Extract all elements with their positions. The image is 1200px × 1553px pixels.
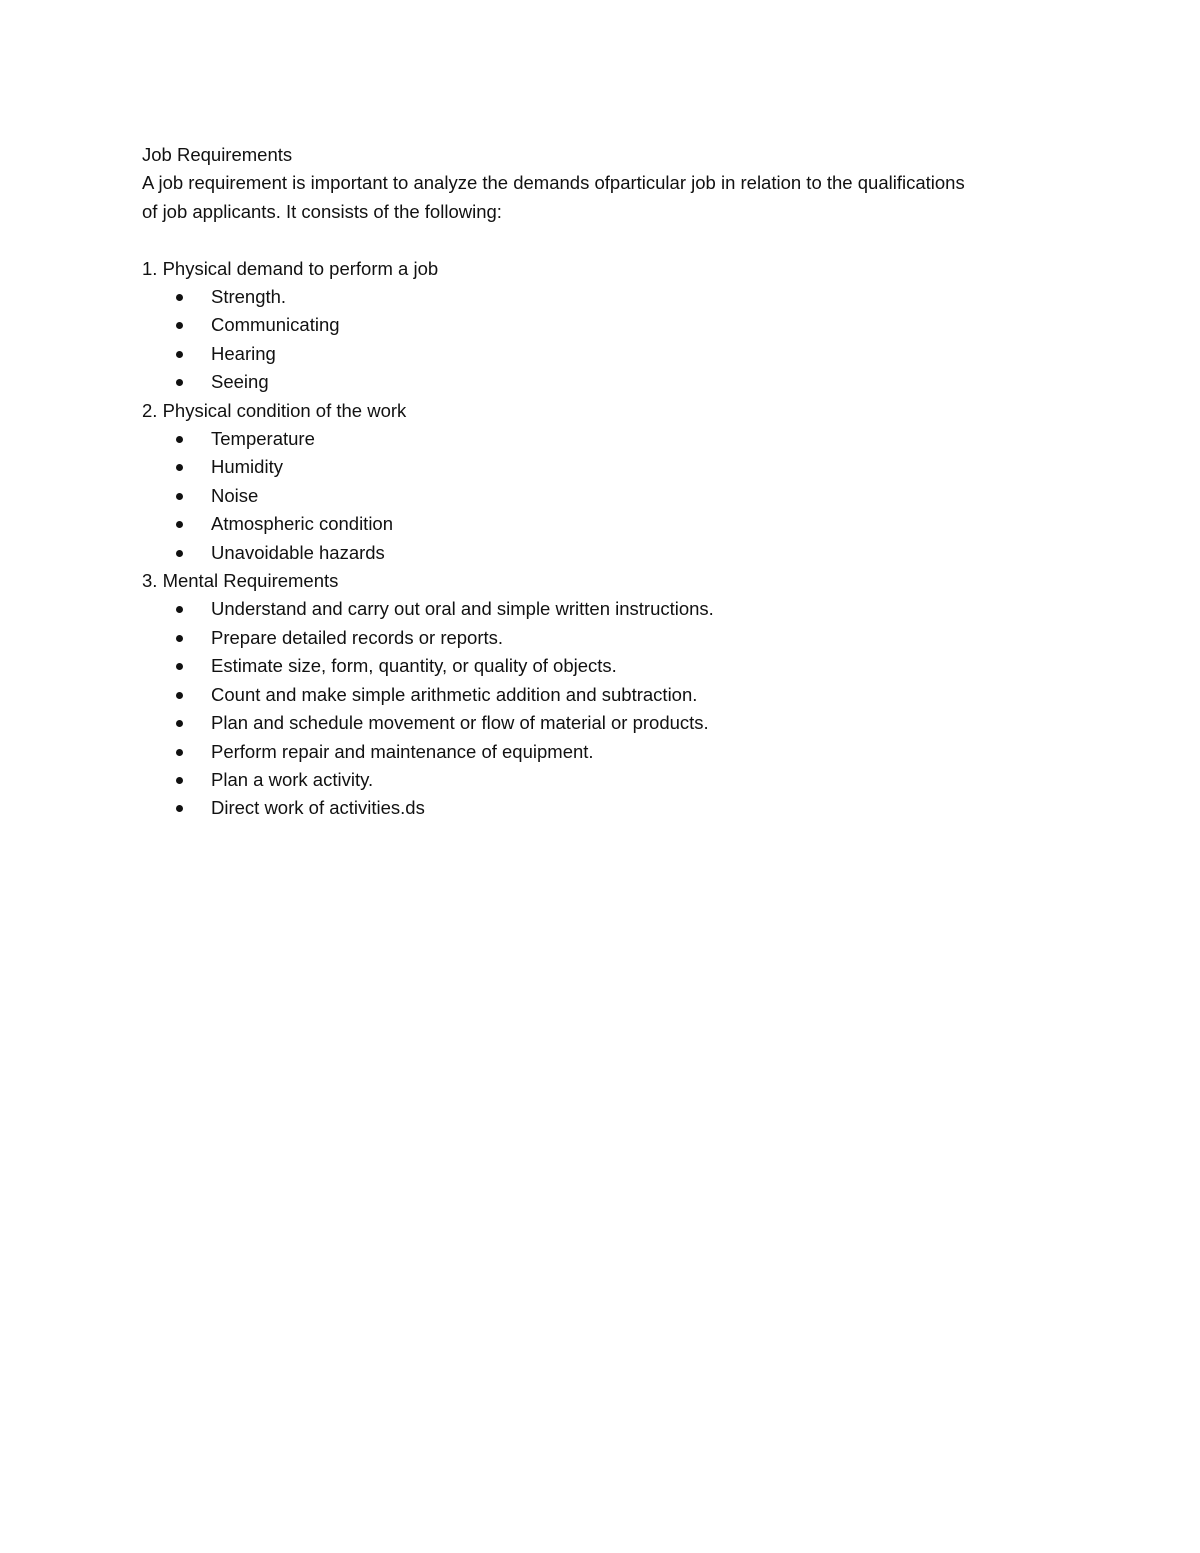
list-item (142, 539, 1062, 567)
section-heading-physical-demand: 1. Physical demand to perform a job (142, 257, 439, 279)
bullet-icon (176, 692, 183, 699)
bullet-icon (176, 550, 183, 557)
list-item (142, 283, 1062, 311)
bullet-icon (176, 379, 183, 386)
list-item-text: Direct work of activities.ds (211, 797, 425, 819)
bullet-icon (176, 351, 183, 358)
list-item (142, 510, 1062, 538)
list-item-text: Humidity (211, 456, 283, 478)
list-item-text: Atmospheric condition (211, 513, 394, 535)
blank-line (142, 226, 1062, 254)
list-item (142, 794, 1062, 822)
bullet-icon (176, 606, 183, 613)
list-item-text: Communicating (211, 314, 340, 336)
bullet-list-physical-demand (142, 283, 1062, 397)
list-item (142, 595, 1062, 623)
list-item (142, 738, 1062, 766)
list-item-text: Perform repair and maintenance of equipment. (211, 740, 594, 762)
bullet-icon (176, 493, 183, 500)
list-item-text: Prepare detailed records or reports. (211, 626, 504, 648)
list-item-text: Hearing (211, 342, 276, 364)
list-item-text: Plan a work activity. (211, 768, 374, 790)
list-item (142, 652, 1062, 680)
list-item-text: Noise (211, 484, 259, 506)
bullet-icon (176, 464, 183, 471)
section-heading-physical-condition: 2. Physical condition of the work (142, 399, 407, 421)
bullet-icon (176, 322, 183, 329)
list-item (142, 425, 1062, 453)
intro-paragraph-line-2: of job applicants. It consists of the following: (142, 200, 502, 222)
document-title: Job Requirements (142, 144, 293, 165)
bullet-icon (176, 805, 183, 812)
bullet-icon (176, 521, 183, 528)
bullet-icon (176, 436, 183, 443)
list-item-text: Temperature (211, 428, 315, 450)
bullet-list-physical-condition (142, 425, 1062, 567)
list-item-text: Estimate size, form, quantity, or quality of objects. (211, 655, 617, 677)
list-item (142, 453, 1062, 481)
list-item (142, 709, 1062, 737)
list-item-text: Understand and carry out oral and simple written instructions. (211, 598, 714, 620)
list-item (142, 766, 1062, 794)
bullet-icon (176, 777, 183, 784)
list-item-text: Unavoidable hazards (211, 541, 385, 563)
list-item (142, 368, 1062, 396)
bullet-icon (176, 720, 183, 727)
list-item (142, 340, 1062, 368)
list-item-text: Seeing (211, 371, 269, 393)
bullet-icon (176, 294, 183, 301)
bullet-icon (176, 635, 183, 642)
bullet-icon (176, 663, 183, 670)
list-item-text: Plan and schedule movement or flow of material or products. (211, 712, 709, 734)
section-heading-mental-requirements: 3. Mental Requirements (142, 570, 339, 592)
list-item-text: Strength. (211, 286, 287, 308)
list-item (142, 311, 1062, 339)
bullet-list-mental-requirements (142, 595, 1062, 822)
document-body (142, 141, 1062, 823)
list-item (142, 482, 1062, 510)
list-item-text: Count and make simple arithmetic addition and subtraction. (211, 683, 698, 705)
intro-paragraph-line-1: A job requirement is important to analyze the demands ofparticular job in relation to the qualifications (142, 172, 965, 194)
list-item (142, 681, 1062, 709)
bullet-icon (176, 749, 183, 756)
list-item (142, 624, 1062, 652)
